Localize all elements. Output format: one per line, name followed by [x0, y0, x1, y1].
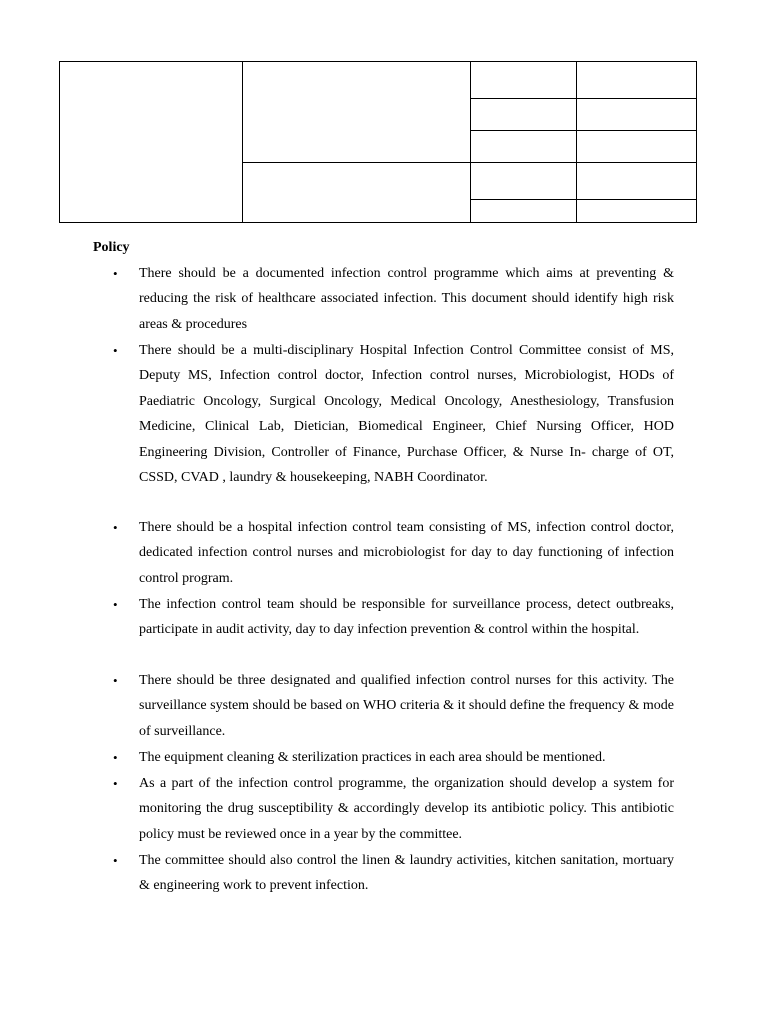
- bullet-icon: •: [113, 776, 118, 791]
- list-item-text: As a part of the infection control programme, the organization should develop a system for monitoring the drug susceptibility & accordingly develop its antibiotic policy. This antibiotic policy must be reviewed once in a year by the committee.: [139, 776, 674, 842]
- list-item-text: The infection control team should be responsible for surveillance process, detect outbreaks, participate in audit activity, day to day infection prevention & control within the hospital.: [139, 597, 674, 638]
- bullet-icon: •: [113, 266, 118, 281]
- list-item-text: There should be a multi-disciplinary Hospital Infection Control Committee consist of MS, Deputy MS, Infection control doctor, Infection control nurses, Microbiologist, HODs of Paediatric Oncology, Surgical Oncology, Medical Oncology, Anesthesiology, Transfusion Medicine, Clinical Lab, Dietician, Biomedical Engineer, Chief Nursing Officer, HOD Engineering Division, Controller of Finance, Purchase Officer, & Nurse In- charge of OT, CSSD, CVAD , laundry & housekeeping, NABH Coordinator.: [139, 343, 674, 486]
- bullet-icon: •: [113, 343, 118, 358]
- bullet-icon: •: [113, 853, 118, 868]
- list-item-text: There should be three designated and qualified infection control nurses for this activity. The surveillance system should be based on WHO criteria & it should define the frequency & mode of surveillance.: [139, 673, 674, 739]
- list-item-text: The committee should also control the linen & laundry activities, kitchen sanitation, mortuary & engineering work to prevent infection.: [139, 853, 674, 894]
- bullet-icon: •: [113, 750, 118, 765]
- bullet-icon: •: [113, 597, 118, 612]
- section-heading-policy: Policy: [93, 240, 130, 255]
- list-item-text: There should be a documented infection control programme which aims at preventing & reducing the risk of healthcare associated infection. This document should identify high risk areas & procedures: [139, 266, 674, 332]
- list-item-text: There should be a hospital infection control team consisting of MS, infection control doctor, dedicated infection control nurses and microbiologist for day to day functioning of infection control program.: [139, 520, 674, 586]
- bullet-icon: •: [113, 673, 118, 688]
- bullet-icon: •: [113, 520, 118, 535]
- list-item-text: The equipment cleaning & sterilization practices in each area should be mentioned.: [139, 750, 606, 765]
